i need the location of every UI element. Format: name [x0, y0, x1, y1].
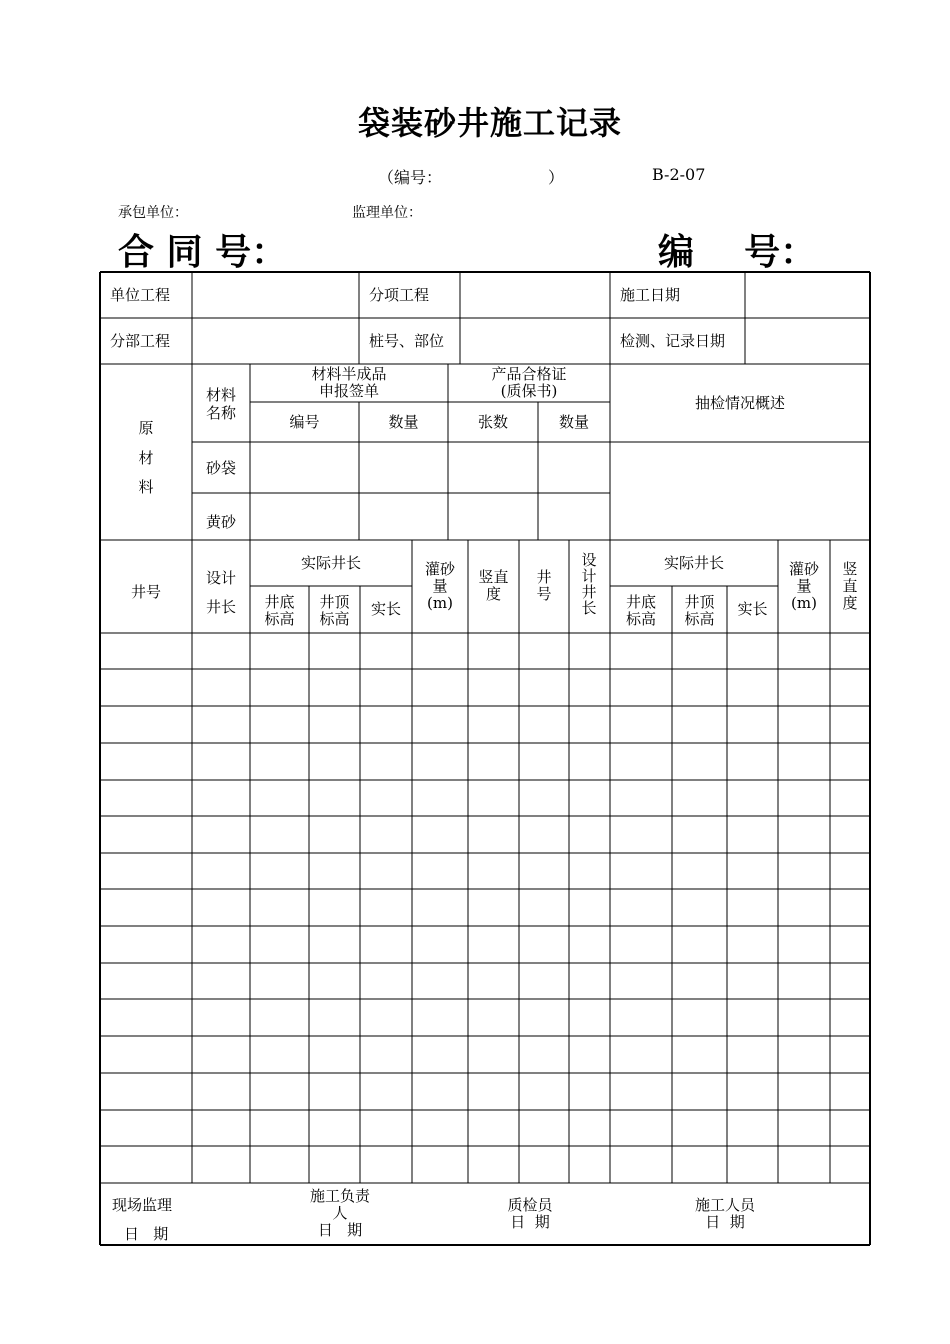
construction-staff-label: 施工人员: [694, 1196, 755, 1214]
design-len-v-header-1: 设: [581, 551, 597, 569]
design-length-header-2: 井长: [205, 598, 236, 616]
contract-no-label: 合 同 号：: [118, 232, 288, 273]
contractor-label: 承包单位：: [118, 205, 188, 221]
division-project-field[interactable]: [193, 319, 358, 363]
construction-staff-date-label: 日 期: [705, 1213, 745, 1231]
material-name-header-2: 名称: [205, 404, 236, 422]
raw-material-char-3: 料: [138, 478, 154, 496]
verticality-v-header-2: 直: [842, 577, 858, 595]
serial-no-header: 编号: [289, 413, 320, 431]
design-len-v-header-4: 长: [581, 599, 597, 617]
serial-label: （编号：: [378, 168, 443, 187]
quality-inspector-date-label: 日 期: [510, 1213, 550, 1231]
sheet-count-header: 张数: [477, 413, 508, 431]
verticality-header-left-1: 竖直: [478, 568, 509, 586]
sand-qty-header-right-1: 灌砂: [788, 560, 819, 578]
number-label: 编 号：: [658, 232, 817, 273]
semi-product-header-1: 材料半成品: [311, 365, 387, 383]
well-no-v-header-2: 号: [536, 585, 552, 603]
certificate-header-1: 产品合格证: [491, 365, 567, 383]
construction-lead-label-1: 施工负责: [309, 1187, 370, 1205]
form-code: B-2-07: [652, 165, 706, 184]
bottom-elev-header-left-1: 井底: [264, 593, 295, 611]
top-elev-header-right-2: 标高: [684, 610, 715, 628]
raw-material-char-2: 材: [138, 449, 154, 467]
quality-inspector-label: 质检员: [507, 1196, 553, 1214]
inspection-record-date-field[interactable]: [746, 319, 869, 363]
quantity-header-2: 数量: [558, 413, 589, 431]
inspection-record-date-label: 检测、记录日期: [620, 332, 726, 350]
well-no-header: 井号: [130, 583, 161, 601]
top-elev-header-left-2: 标高: [319, 610, 350, 628]
material-name-header-1: 材料: [205, 386, 236, 404]
design-length-header-1: 设计: [205, 569, 236, 587]
design-len-v-header-2: 计: [581, 567, 597, 585]
real-length-header-right: 实长: [737, 600, 768, 618]
inspection-summary-header: 抽检情况概述: [694, 394, 785, 412]
supervisor-label: 监理单位：: [352, 205, 422, 221]
verticality-header-left-2: 度: [485, 585, 501, 603]
bottom-elev-header-left-2: 标高: [264, 610, 295, 628]
actual-length-header-left: 实际井长: [300, 554, 361, 572]
design-len-v-header-3: 井: [581, 583, 597, 601]
sand-qty-header-left-1: 灌砂: [424, 560, 455, 578]
top-elev-header-left-1: 井顶: [319, 593, 350, 611]
sand-qty-header-left-3: (m): [427, 594, 453, 612]
unit-project-label: 单位工程: [110, 286, 171, 304]
yellow-sand-label: 黄砂: [206, 513, 237, 531]
construction-date-label: 施工日期: [620, 286, 681, 304]
certificate-header-2: (质保书): [500, 382, 558, 400]
bottom-elev-header-right-1: 井底: [625, 593, 656, 611]
construction-date-field[interactable]: [746, 273, 869, 317]
construction-lead-date-label: 日 期: [317, 1221, 363, 1239]
site-supervisor-date-label: 日 期: [124, 1225, 169, 1243]
bottom-elev-header-right-2: 标高: [625, 610, 656, 628]
sand-qty-header-right-2: 量: [796, 577, 812, 595]
site-supervisor-label: 现场监理: [112, 1196, 173, 1214]
top-elev-header-right-1: 井顶: [684, 593, 715, 611]
sand-bag-label: 砂袋: [206, 459, 237, 477]
sand-qty-header-left-2: 量: [432, 577, 448, 595]
raw-material-char-1: 原: [138, 419, 154, 437]
serial-close: ）: [548, 168, 565, 187]
construction-lead-label-2: 人: [332, 1204, 348, 1222]
station-location-field[interactable]: [461, 319, 609, 363]
sand-qty-header-right-3: (m): [791, 594, 817, 612]
quantity-header-1: 数量: [388, 413, 419, 431]
verticality-v-header-3: 度: [842, 594, 858, 612]
verticality-v-header-1: 竖: [842, 560, 858, 578]
division-project-label: 分部工程: [110, 332, 171, 350]
sub-item-project-label: 分项工程: [369, 286, 430, 304]
unit-project-field[interactable]: [193, 273, 358, 317]
form-title: 袋装砂井施工记录: [357, 104, 622, 142]
real-length-header-left: 实长: [370, 600, 401, 618]
well-no-v-header-1: 井: [536, 568, 552, 586]
station-location-label: 桩号、部位: [369, 332, 445, 350]
actual-length-header-right: 实际井长: [663, 554, 724, 572]
well-record-rows[interactable]: [101, 634, 869, 1182]
sub-item-project-field[interactable]: [461, 273, 609, 317]
semi-product-header-2: 申报签单: [318, 382, 379, 400]
